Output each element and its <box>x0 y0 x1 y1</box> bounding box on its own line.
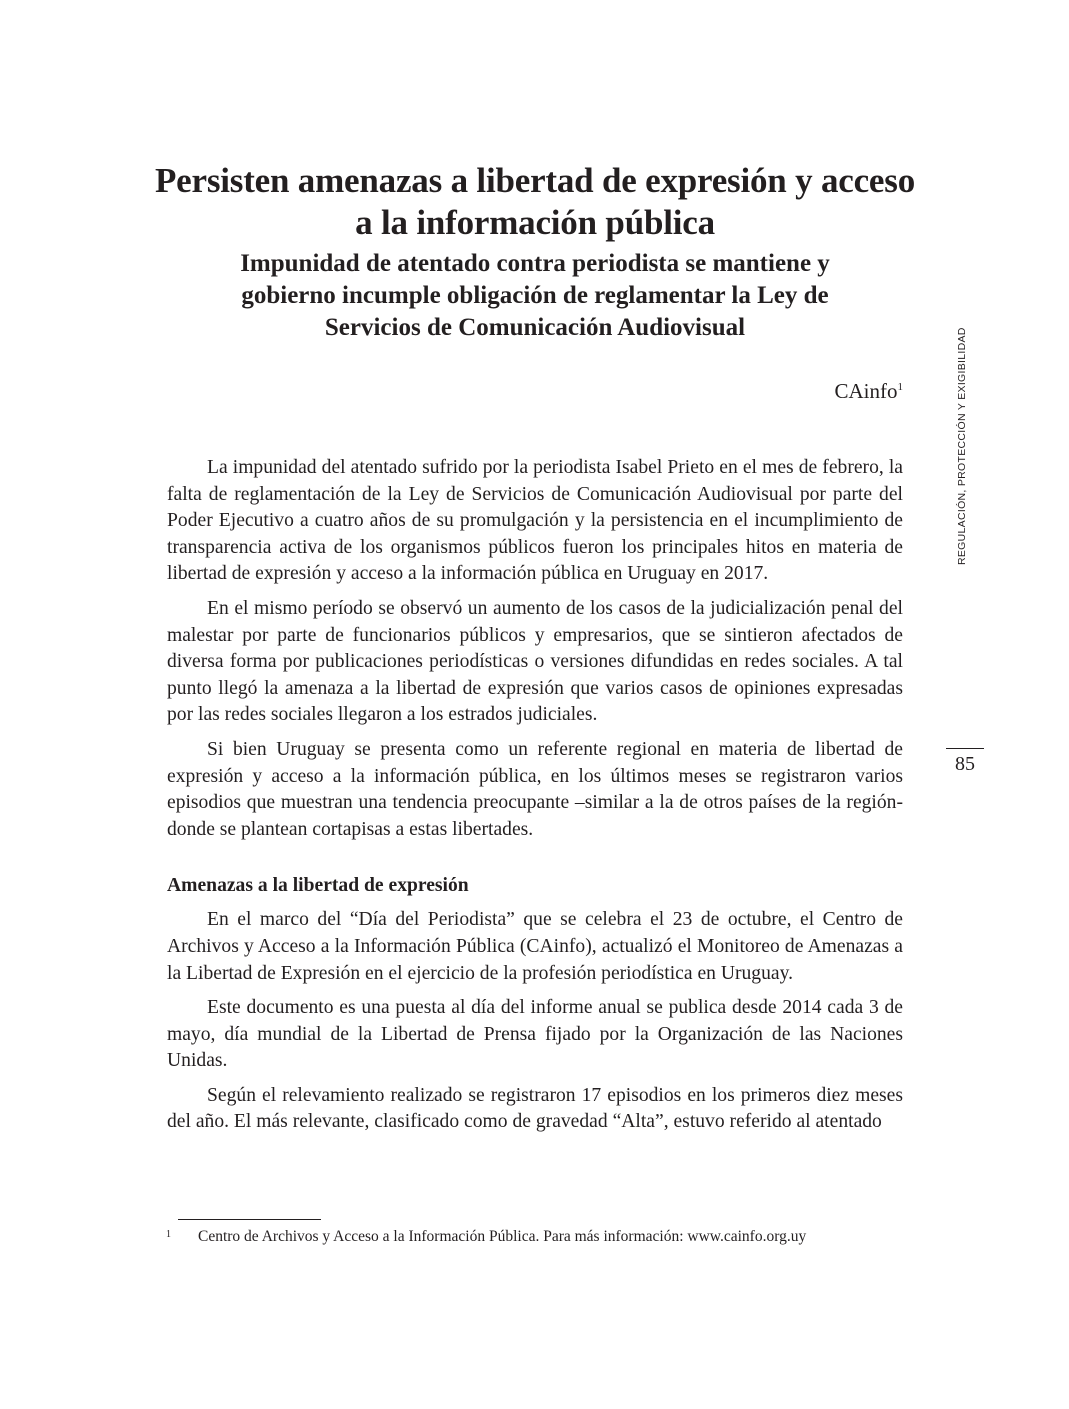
paragraph: Este documento es una puesta al día del informe anual se publica desde 2014 cada 3 de mayo, día mundial de la Libertad de Prensa fijado por la Organización de las Naciones Unidas. <box>167 997 903 1072</box>
title-block <box>150 160 920 344</box>
section-heading: Amenazas a la libertad de expresión <box>167 875 469 897</box>
page-title: Persisten amenazas a libertad de expresión y acceso a la información pública <box>154 161 915 242</box>
page-number: 85 <box>955 753 975 775</box>
author-name: CAinfo <box>834 379 898 403</box>
footnote-number: 1 <box>166 1229 171 1240</box>
paragraph: La impunidad del atentado sufrido por la periodista Isabel Prieto en el mes de febrero, la falta de reglamentación de la Ley de Servicios de Comunicación Audiovisual por parte del Poder Ejecutivo a cuatro años de su promulgación y la persistencia en el incumplimiento de transparencia activa de los organismos públicos fueron los principales hitos en materia de libertad de expresión y acceso a la información pública en Uruguay en 2017. <box>167 457 903 585</box>
page-number-rule <box>946 748 984 749</box>
author-footnote-mark[interactable]: 1 <box>897 381 903 393</box>
article-body <box>167 455 903 1144</box>
paragraph: Si bien Uruguay se presenta como un referente regional en materia de libertad de expresión y acceso a la información pública, en los últimos meses se registraron varios episodios que muestran una tendencia preocupante –similar a la de otros países de la región- donde se plantean cortapisas a estas libertades. <box>167 738 903 840</box>
paragraph: En el mismo período se observó un aumento de los casos de la judicialización penal del malestar por parte de funcionarios públicos y empresarios, que se sintieron afectados de diversa forma por publicaciones periodísticas o versiones difundidas en redes sociales. A tal punto llegó la amenaza a la libertad de expresión que varios casos de opiniones expresadas por las redes sociales llegaron a los estrados judiciales. <box>167 597 903 726</box>
running-section-label: REGULACIÓN, PROTECCIÓN Y EXIGIBILIDAD <box>956 327 968 565</box>
footnote-text: Centro de Archivos y Acceso a la Información Pública. Para más información: www.cainfo.org.uy <box>198 1228 807 1245</box>
author-line <box>835 378 904 404</box>
page-subtitle: Impunidad de atentado contra periodista se mantiene y gobierno incumple obligación de reglamentar la Ley de Servicios de Comunicación Audiovisual <box>240 250 830 341</box>
paragraph: Según el relevamiento realizado se registraron 17 episodios en los primeros diez meses del año. El más relevante, clasificado como de gravedad “Alta”, estuvo referido al atentado <box>167 1084 903 1133</box>
footnote-divider <box>178 1219 321 1220</box>
paragraph: En el marco del “Día del Periodista” que se celebra el 23 de octubre, el Centro de Archivos y Acceso a la Información Pública (CAinfo), actualizó el Monitoreo de Amenazas a la Libertad de Expresión en el ejercicio de la profesión periodística en Uruguay. <box>167 909 903 984</box>
